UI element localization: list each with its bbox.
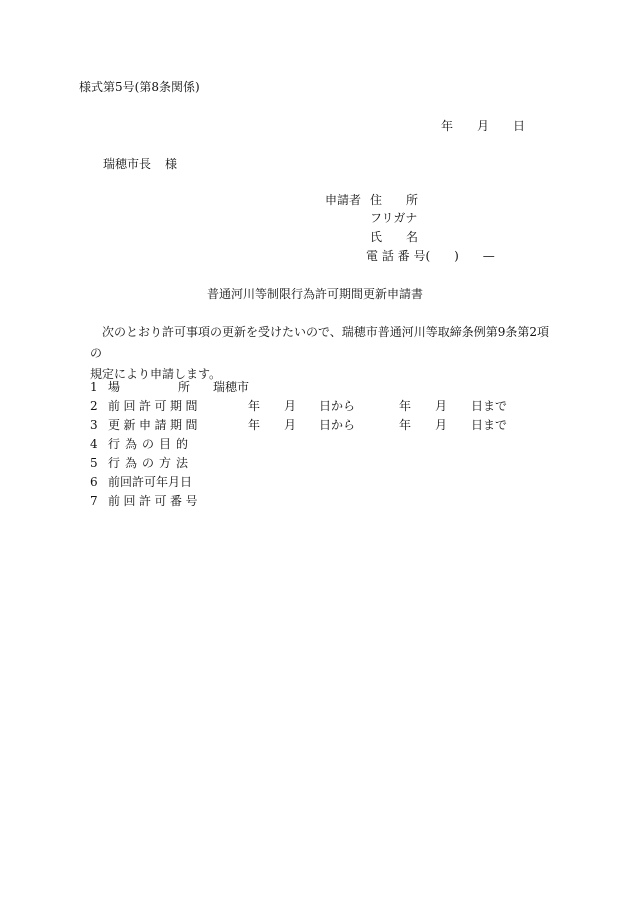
addressee-name: 瑞穂市長 (103, 157, 152, 171)
body-line-2: 規定により申請します。 (90, 367, 222, 381)
item-year-to: 年 (399, 418, 412, 432)
date-month: 月 (477, 119, 490, 133)
item-number: 4 (90, 437, 98, 451)
item-number: 5 (90, 456, 98, 470)
body-paragraph (90, 322, 560, 385)
item-year-from: 年 (248, 418, 261, 432)
list-item (90, 419, 530, 438)
item-number: 7 (90, 494, 98, 508)
item-list (90, 381, 530, 514)
item-number: 1 (90, 380, 98, 394)
applicant-address-label: 住 所 (370, 193, 419, 207)
list-item (90, 400, 530, 419)
applicant-name-label: 氏 名 (370, 230, 419, 244)
item-label-2: 所 (178, 380, 191, 394)
item-label: 前回許可期間 (108, 399, 202, 413)
item-value: 瑞穂市 (213, 380, 250, 394)
list-item (90, 381, 530, 400)
item-label: 場 (108, 380, 121, 394)
item-month-from: 月 (284, 418, 297, 432)
item-day-from: 日から (319, 399, 356, 413)
list-item (90, 457, 530, 476)
item-day-to: 日まで (471, 399, 508, 413)
list-item (90, 476, 530, 495)
item-day-to: 日まで (471, 418, 508, 432)
item-month-to: 月 (435, 399, 448, 413)
item-year-from: 年 (248, 399, 261, 413)
item-month-from: 月 (284, 399, 297, 413)
date-day: 日 (513, 119, 526, 133)
date-line (441, 120, 525, 132)
form-number: 様式第5号(第8条関係) (79, 80, 200, 94)
item-year-to: 年 (399, 399, 412, 413)
item-label: 前回許可年月日 (108, 475, 193, 489)
item-label: 前回許可番号 (108, 494, 202, 508)
item-day-from: 日から (319, 418, 356, 432)
document-title: 普通河川等制限行為許可期間更新申請書 (207, 287, 424, 301)
item-number: 3 (90, 418, 98, 432)
item-label: 行為の方法 (108, 456, 194, 470)
applicant-furigana-label: フリガナ (370, 211, 418, 225)
item-number: 2 (90, 399, 98, 413)
item-label: 行為の目的 (108, 437, 194, 451)
list-item (90, 438, 530, 457)
item-number: 6 (90, 475, 98, 489)
body-line-1: 次のとおり許可事項の更新を受けたいので、瑞穂市普通河川等取締条例第9条第2項の (90, 325, 550, 360)
list-item (90, 495, 530, 514)
applicant-label: 申請者 (325, 193, 362, 207)
addressee (103, 158, 177, 170)
item-label: 更新申請期間 (108, 418, 202, 432)
date-year: 年 (441, 119, 454, 133)
addressee-suffix: 様 (165, 157, 178, 171)
item-month-to: 月 (435, 418, 448, 432)
applicant-phone-label: 電 話 番 号( ) — (366, 249, 495, 263)
